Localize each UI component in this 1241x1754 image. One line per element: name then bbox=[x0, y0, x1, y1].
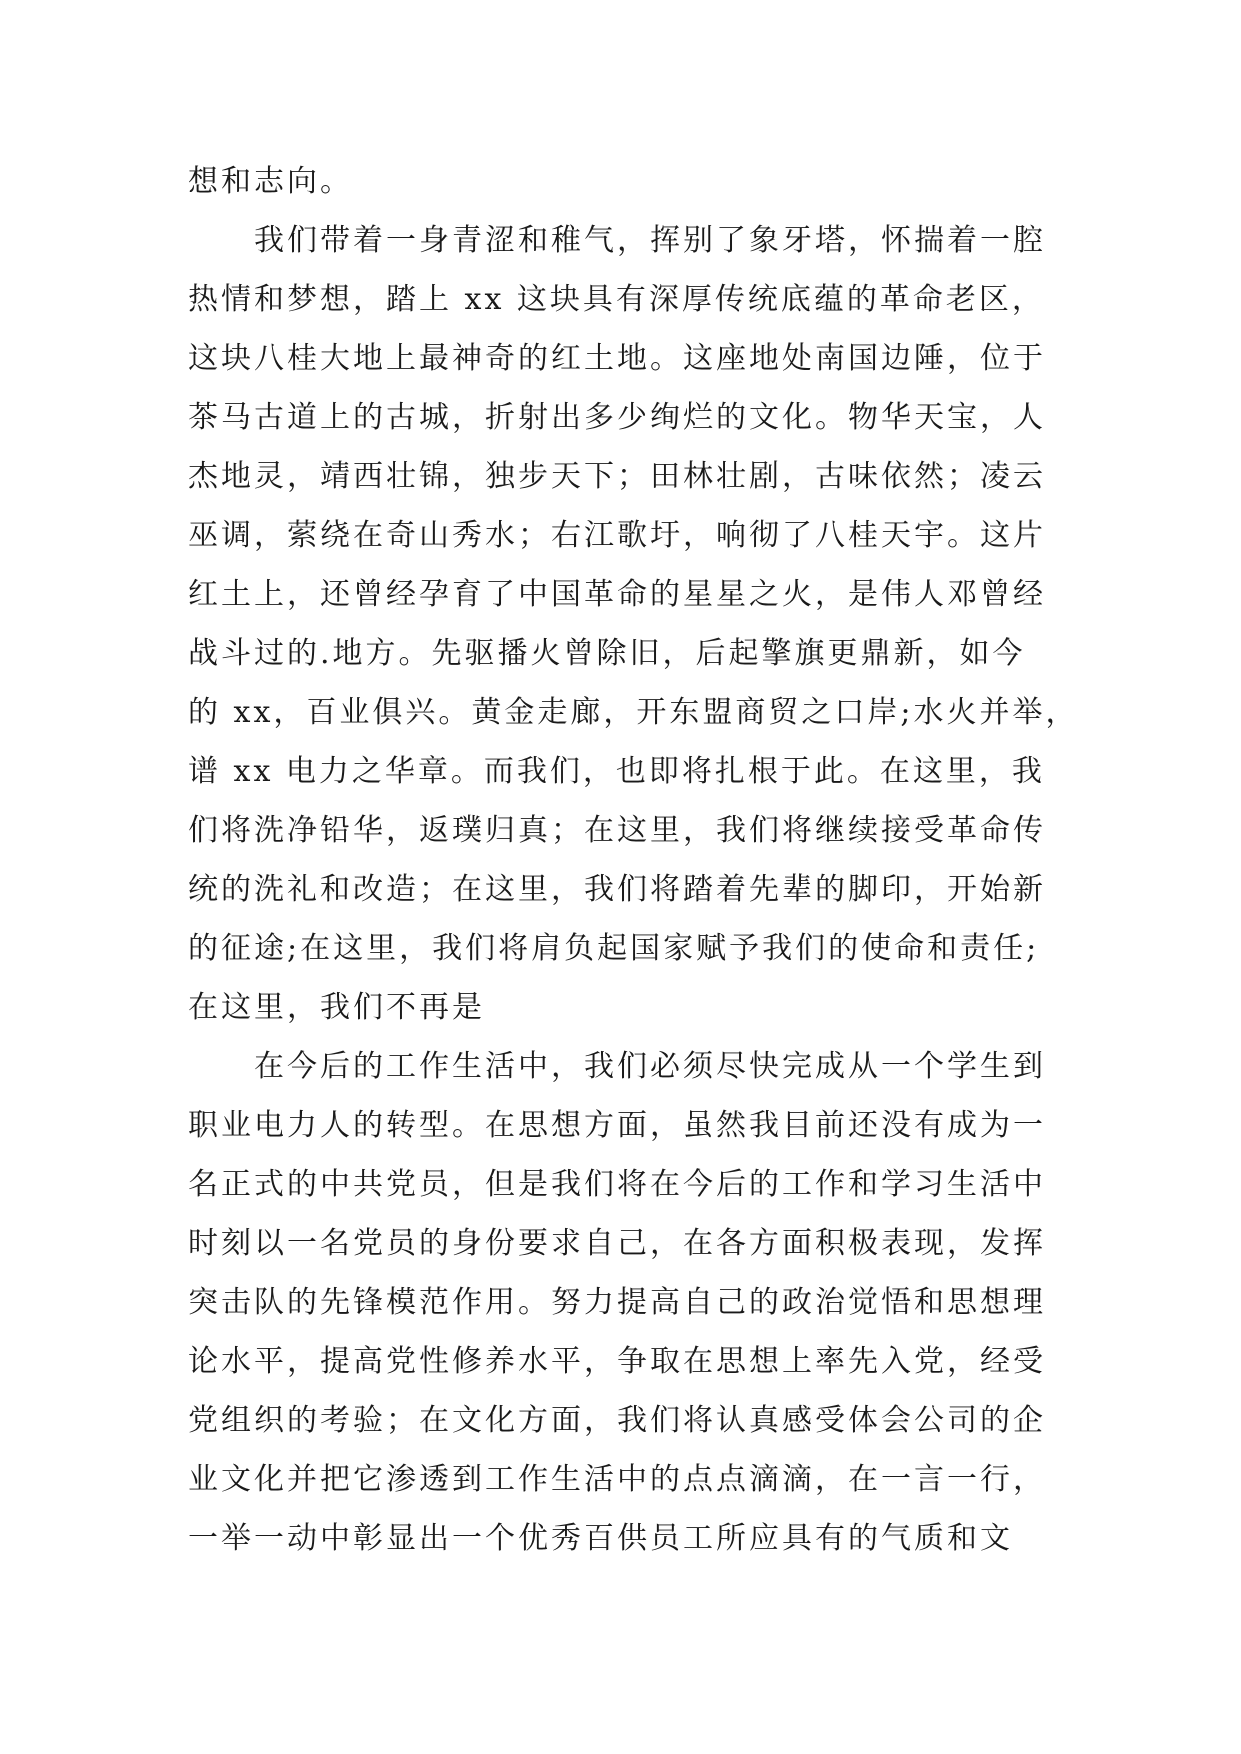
text-line: 红土上，还曾经孕育了中国革命的星星之火，是伟人邓曾经 bbox=[188, 577, 1046, 612]
text-line: 我们带着一身青涩和稚气，挥别了象牙塔，怀揣着一腔 bbox=[188, 223, 1046, 258]
text-line: 统的洗礼和改造；在这里，我们将踏着先辈的脚印，开始新 bbox=[188, 872, 1046, 907]
text-line: 巫调，萦绕在奇山秀水；右江歌圩，响彻了八桂天宇。这片 bbox=[188, 518, 1046, 553]
text-line: 想和志向。 bbox=[188, 164, 353, 199]
text-line: 一举一动中彰显出一个优秀百供员工所应具有的气质和文 bbox=[188, 1521, 1013, 1556]
text-line: 时刻以一名党员的身份要求自己，在各方面积极表现，发挥 bbox=[188, 1226, 1046, 1261]
text-line: 职业电力人的转型。在思想方面，虽然我目前还没有成为一 bbox=[188, 1108, 1046, 1143]
text-line: 突击队的先锋模范作用。努力提高自己的政治觉悟和思想理 bbox=[188, 1285, 1046, 1320]
text-line: 党组织的考验；在文化方面，我们将认真感受体会公司的企 bbox=[188, 1403, 1046, 1438]
text-line: 论水平，提高党性修养水平，争取在思想上率先入党，经受 bbox=[188, 1344, 1046, 1379]
text-line: 谱 xx 电力之华章。而我们，也即将扎根于此。在这里，我 bbox=[188, 754, 1045, 789]
text-line: 的 xx，百业俱兴。黄金走廊，开东盟商贸之口岸;水火并举， bbox=[188, 695, 1079, 730]
body-text bbox=[188, 152, 1079, 1568]
text-line: 在今后的工作生活中，我们必须尽快完成从一个学生到 bbox=[188, 1049, 1046, 1084]
text-line: 在这里，我们不再是 bbox=[188, 990, 485, 1025]
text-line: 热情和梦想，踏上 xx 这块具有深厚传统底蕴的革命老区， bbox=[188, 282, 1045, 317]
text-line: 们将洗净铅华，返璞归真；在这里，我们将继续接受革命传 bbox=[188, 813, 1046, 848]
text-line: 名正式的中共党员，但是我们将在今后的工作和学习生活中 bbox=[188, 1167, 1046, 1202]
text-line: 业文化并把它渗透到工作生活中的点点滴滴，在一言一行， bbox=[188, 1462, 1046, 1497]
text-line: 茶马古道上的古城，折射出多少绚烂的文化。物华天宝，人 bbox=[188, 400, 1046, 435]
text-line: 杰地灵，靖西壮锦，独步天下；田林壮剧，古味依然；凌云 bbox=[188, 459, 1046, 494]
text-line: 的征途;在这里，我们将肩负起国家赋予我们的使命和责任; bbox=[188, 931, 1040, 966]
text-line: 这块八桂大地上最神奇的红土地。这座地处南国边陲，位于 bbox=[188, 341, 1046, 376]
text-line: 战斗过的.地方。先驱播火曾除旧，后起擎旗更鼎新，如今 bbox=[188, 636, 1026, 671]
